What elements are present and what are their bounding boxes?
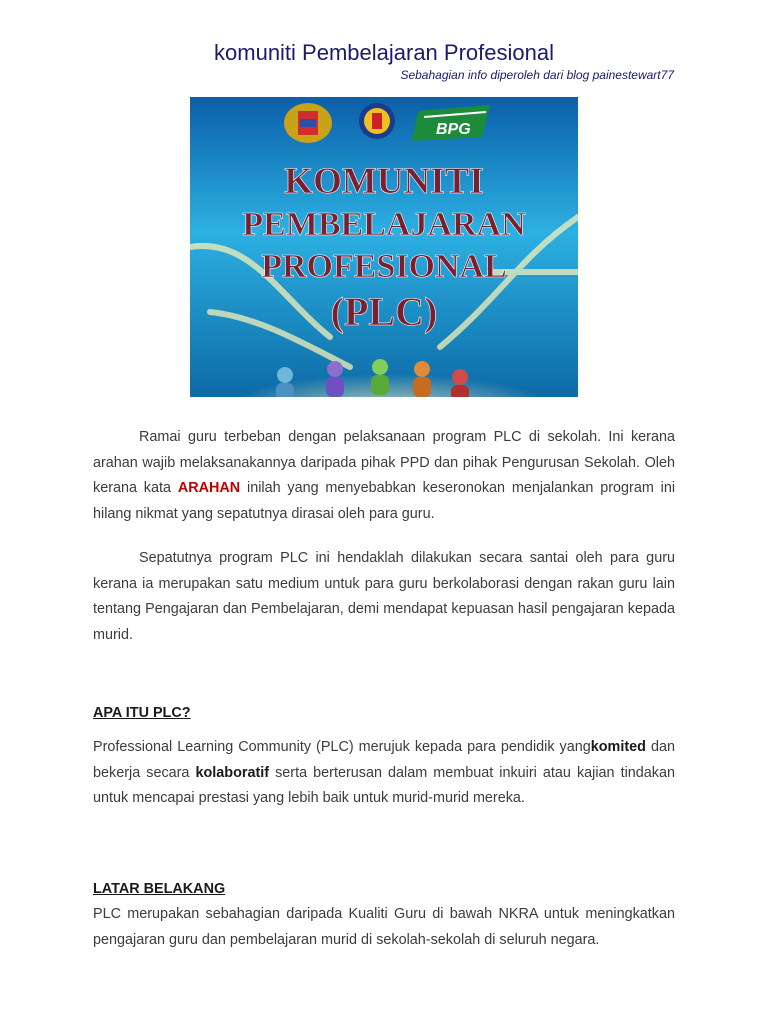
intro-paragraph-2: Sepatutnya program PLC ini hendaklah dilakukan secara santai oleh para guru kerana ia merupakan satu medium untuk para guru berkolaborasi dengan rakan guru lain tentang Pengajaran dan Pembelajaran, demi mendapat kepuasan hasil pengajaran kepada murid. [93,550,675,643]
cover-image [190,97,578,397]
latar-belakang-paragraph: PLC merupakan sebahagian daripada Kualiti Guru di bawah NKRA untuk meningkatkan pengajaran guru dan pembelajaran murid di sekolah-sekolah di seluruh negara. [93,906,675,948]
plc-definition-paragraph: Professional Learning Community (PLC) merujuk kepada para pendidik yangkomited dan bekerja secara kolaboratif serta berterusan dalam membuat inkuiri atau kajian tindakan untuk mencapai prestasi yang lebih baik untuk murid-murid mereka. [93,739,676,806]
cover-line-3: PROFESIONAL [261,248,507,285]
heading-apa-itu-plc: APA ITU PLC? [93,705,191,721]
source-note: Sebahagian info diperoleh dari blog painestewart77 [400,68,674,82]
cover-line-4: (PLC) [330,289,438,334]
heading-latar-belakang: LATAR BELAKANG [93,881,226,897]
cover-line-2: PEMBELAJARAN [242,206,526,243]
bpg-logo-text: BPG [436,121,471,138]
crest-logo [284,103,332,143]
intro-paragraph-1: Ramai guru terbeban dengan pelaksanaan program PLC di sekolah. Ini kerana arahan wajib melaksanakannya daripada pihak PPD dan pihak Pengurusan Sekolah. Oleh kerana kata ARAHAN inilah yang menyebabkan keseronokan menjalankan program ini hilang nikmat yang sepatutnya dirasai oleh para guru. [93,429,676,522]
kpm-logo [359,103,395,139]
cover-line-1: KOMUNITI [284,161,484,202]
page-title: komuniti Pembelajaran Profesional [214,40,554,65]
arahan-highlight: ARAHAN [177,480,241,496]
